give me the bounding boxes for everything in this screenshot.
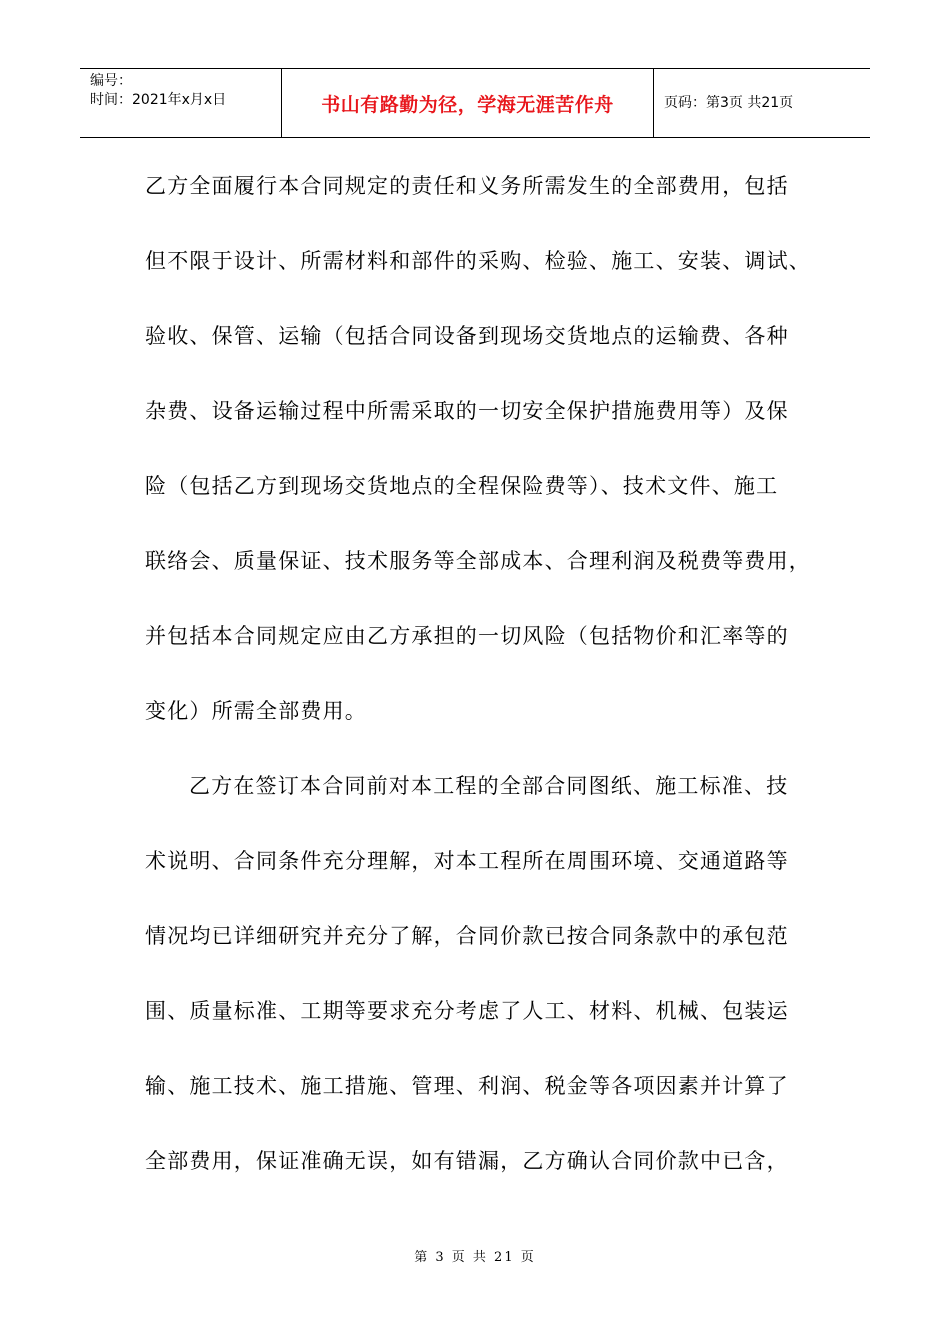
page-header [80, 68, 870, 138]
body-line: 变化）所需全部费用。 [145, 699, 367, 723]
header-info-cell [80, 69, 282, 137]
document-time-label: 时间：2021年x月x日 [90, 92, 227, 108]
body-line: 险（包括乙方到现场交货地点的全程保险费等）、技术文件、施工 [145, 474, 779, 498]
document-number-label: 编号： [90, 73, 132, 89]
body-line: 乙方全面履行本合同规定的责任和义务所需发生的全部费用，包括 [145, 174, 789, 198]
header-motto: 书山有路勤为径，学海无涯苦作舟 [321, 93, 614, 116]
body-line: 但不限于设计、所需材料和部件的采购、检验、施工、安装、调试、 [145, 249, 811, 273]
body-line: 情况均已详细研究并充分了解，合同价款已按合同条款中的承包范 [145, 924, 789, 948]
body-line: 全部费用，保证准确无误，如有错漏，乙方确认合同价款中已含， [145, 1149, 789, 1173]
body-line: 围、质量标准、工期等要求充分考虑了人工、材料、机械、包装运 [145, 999, 789, 1023]
document-body [145, 149, 815, 1199]
header-page-cell [654, 69, 870, 137]
body-line: 术说明、合同条件充分理解，对本工程所在周围环境、交通道路等 [145, 849, 789, 873]
body-line: 杂费、设备运输过程中所需采取的一切安全保护措施费用等）及保 [145, 399, 789, 423]
body-line: 联络会、质量保证、技术服务等全部成本、合理利润及税费等费用， [145, 549, 811, 573]
body-line: 验收、保管、运输（包括合同设备到现场交货地点的运输费、各种 [145, 324, 789, 348]
header-motto-cell [282, 69, 654, 137]
body-line: 输、施工技术、施工措施、管理、利润、税金等各项因素并计算了 [145, 1074, 789, 1098]
paragraph-start-line: 乙方在签订本合同前对本工程的全部合同图纸、施工标准、技 [189, 774, 789, 798]
header-page-info: 页码：第3页 共21页 [664, 95, 794, 111]
page-footer: 第 3 页 共 21 页 [414, 1250, 536, 1265]
body-line: 并包括本合同规定应由乙方承担的一切风险（包括物价和汇率等的 [145, 624, 789, 648]
